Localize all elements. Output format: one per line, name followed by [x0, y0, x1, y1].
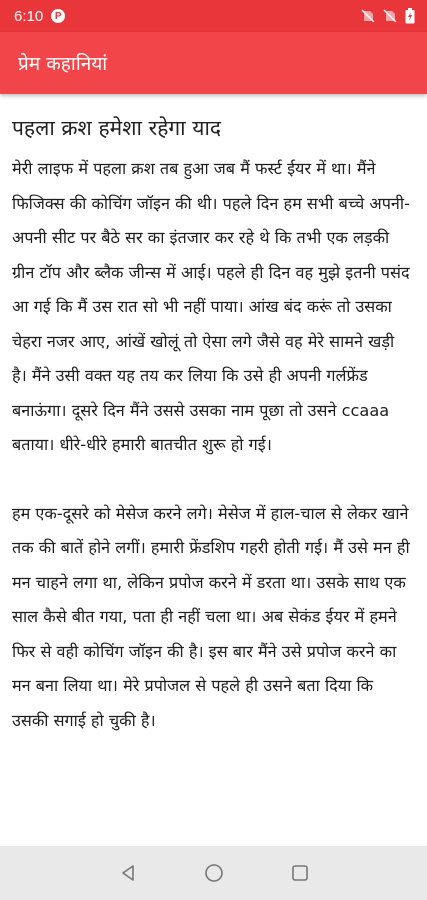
navigation-bar — [0, 846, 427, 900]
battery-charging-icon — [405, 8, 415, 24]
story-paragraph: हम एक-दूसरे को मेसेज करने लगे। मेसेज में हाल-चाल से लेकर खाने तक की बातें होने लगीं। हमारी फ्रेंडशिप गहरी होती गई। मैं उसे मन ही मन चाहने लगा था, लेकिन प्रपोज करने में डरता था। उसके साथ एक साल कैसे बीत गया, पता ही नहीं चला था। अब सेकंड ईयर में हमने फिर से वही कोचिंग जॉइन की है। इस बार मैंने उसे प्रपोज करने का मन बना लिया था। मेरे प्रपोजल से पहले ही उसने बता दिया कि उसकी सगाई हो चुकी है। — [12, 503, 410, 730]
home-button[interactable] — [194, 853, 234, 893]
story-content[interactable] — [0, 94, 427, 846]
home-icon — [204, 863, 224, 883]
app-bar — [0, 32, 427, 94]
sim-off-icon — [361, 9, 375, 23]
recents-button[interactable] — [280, 853, 320, 893]
notification-app-icon: P — [51, 9, 65, 23]
sim-off-icon — [383, 9, 397, 23]
recents-icon — [291, 864, 309, 882]
story-title: पहला क्रश हमेशा रहेगा याद — [12, 116, 222, 140]
back-icon — [119, 864, 137, 882]
back-button[interactable] — [108, 853, 148, 893]
status-icons — [361, 8, 415, 24]
status-bar — [0, 0, 427, 32]
app-title: प्रेम कहानियां — [18, 53, 108, 75]
story-paragraph: मेरी लाइफ में पहला क्रश तब हुआ जब मैं फर्स्ट ईयर में था। मैंने फिजिक्स की कोचिंग जॉइन की थी। पहले दिन हम सभी बच्चे अपनी-अपनी सीट पर बैठे सर का इंतजार कर रहे थे कि तभी एक लड़की ग्रीन टॉप और ब्लैक जीन्स में आई। पहले ही दिन वह मुझे इतनी पसंद आ गई कि मैं उस रात सो भी नहीं पाया। आंख बंद करूं तो उसका चेहरा नजर आए, आंखें खोलूं तो ऐसा लगे जैसे वह मेरे सामने खड़ी है। मैंने उसी वक्त यह तय कर लिया कि उसे ही अपनी गर्लफ्रेंड बनाऊंगा। दूसरे दिन मैंने उससे उसका नाम पूछा तो उसने ccaaa बताया। धीरे-धीरे हमारी बातचीत शुरू हो गई। — [12, 159, 410, 454]
status-time: 6:10 — [14, 7, 44, 25]
